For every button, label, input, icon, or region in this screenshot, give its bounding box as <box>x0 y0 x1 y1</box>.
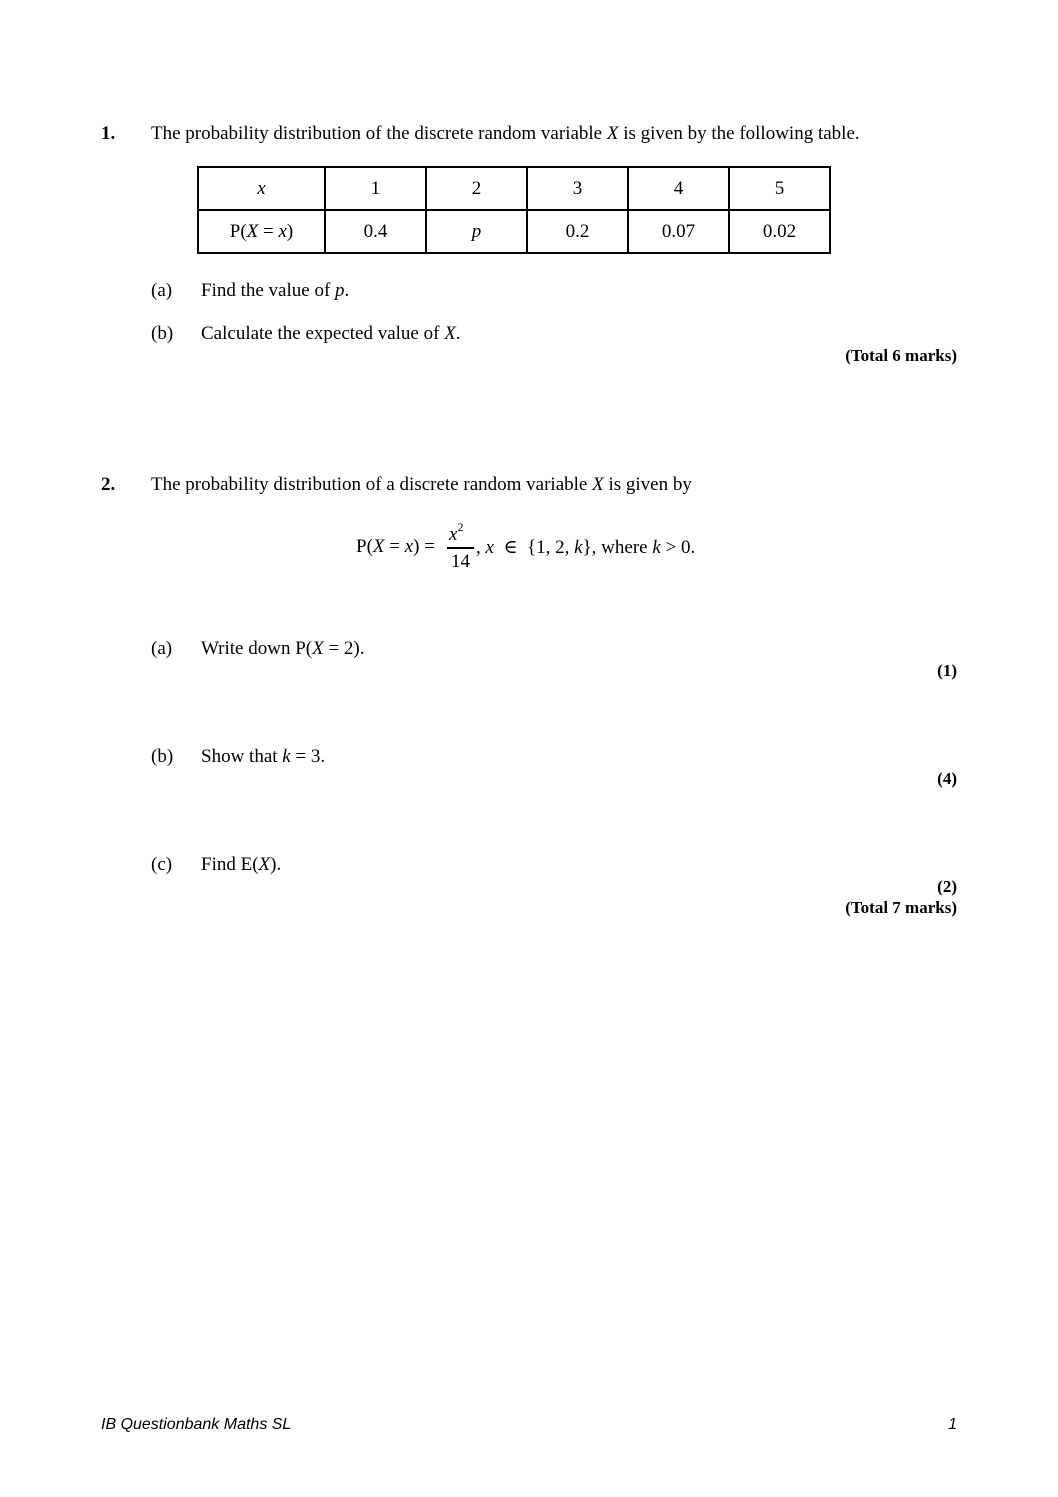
question-1a-variable: p <box>335 280 345 301</box>
question-1-total-marks: (Total 6 marks) <box>845 346 957 365</box>
question-1-intro <box>151 123 860 145</box>
formula-numerator-exponent: 2 <box>457 520 464 534</box>
prob-label-var-x: x <box>278 220 287 242</box>
question-1b-prompt: Calculate the expected value of <box>201 323 445 344</box>
table-cell: 0.4 <box>325 210 426 253</box>
prob-label-p: P( <box>229 220 247 242</box>
question-1-intro-text: The probability distribution of the discrete random variable <box>151 123 607 144</box>
question-1-intro-text-end: is given by the following table. <box>618 123 860 144</box>
formula-numerator-var: x <box>449 524 458 545</box>
formula-numerator <box>449 520 464 546</box>
question-2b-label: (b) <box>151 746 174 767</box>
prob-label-close: ) <box>286 220 294 242</box>
question-2a-label: (a) <box>151 638 173 659</box>
prob-label-equals: = <box>258 220 279 242</box>
question-2b-prompt: Show that <box>201 746 283 767</box>
fraction-bar <box>447 547 474 549</box>
question-1a-period: . <box>344 280 350 301</box>
question-2a-variable: X <box>312 638 324 659</box>
question-2b-text <box>201 746 325 768</box>
question-1-number: 1. <box>101 123 116 144</box>
formula-lhs-p: P( <box>356 536 373 557</box>
formula-var-x: x <box>485 537 494 558</box>
question-2b-end: = 3. <box>290 746 326 767</box>
table-cell: 2 <box>426 167 527 210</box>
question-2c-text <box>201 854 281 876</box>
question-1a-prompt: Find the value of <box>201 280 336 301</box>
formula-set-end: }, where <box>582 537 653 558</box>
formula-comma: , <box>476 537 486 558</box>
table-cell: 4 <box>628 167 729 210</box>
question-2-intro <box>151 474 692 496</box>
formula-lhs-var-x: x <box>404 536 414 557</box>
question-1b-variable: X <box>444 323 456 344</box>
question-2-number: 2. <box>101 474 116 495</box>
question-2a-marks: (1) <box>937 661 957 680</box>
table-cell: 0.07 <box>628 210 729 253</box>
question-2c-marks: (2) <box>937 877 957 896</box>
formula-var-k: k <box>574 537 583 558</box>
question-1a-text <box>201 280 349 302</box>
formula-var-k-condition: k <box>652 537 661 558</box>
formula-lhs-close: ) = <box>413 536 435 557</box>
question-2-intro-text-end: is given by <box>603 474 692 495</box>
table-row <box>198 210 830 253</box>
question-2c-end: ). <box>270 854 282 875</box>
probability-distribution-table <box>197 166 831 254</box>
question-2c-prompt: Find E( <box>201 854 259 875</box>
question-2a-text <box>201 638 365 660</box>
question-2c-label: (c) <box>151 854 173 875</box>
table-row <box>198 167 830 210</box>
formula-lhs <box>356 536 435 558</box>
formula-rhs <box>476 536 695 559</box>
question-2a-end: = 2). <box>323 638 365 659</box>
formula-lhs-var-X: X <box>372 536 385 557</box>
question-2-intro-text: The probability distribution of a discrete random variable <box>151 474 593 495</box>
question-1b-text <box>201 323 461 345</box>
table-cell: 3 <box>527 167 628 210</box>
table-header-probability <box>198 210 325 253</box>
question-1-intro-variable: X <box>606 123 619 144</box>
table-cell: p <box>426 210 527 253</box>
question-2b-marks: (4) <box>937 769 957 788</box>
question-1b-period: . <box>455 323 461 344</box>
table-header-x: x <box>198 167 325 210</box>
formula-condition: > 0. <box>660 537 696 558</box>
table-cell: 1 <box>325 167 426 210</box>
prob-label-var-X: X <box>246 220 259 242</box>
footer-page-number: 1 <box>948 1416 957 1433</box>
question-2-intro-variable: X <box>592 474 604 495</box>
table-cell: 0.2 <box>527 210 628 253</box>
question-2b-variable: k <box>282 746 291 767</box>
formula-set-start: ∈ {1, 2, <box>493 537 575 558</box>
table-cell: 5 <box>729 167 830 210</box>
table-cell: 0.02 <box>729 210 830 253</box>
formula-denominator: 14 <box>451 551 470 572</box>
formula-lhs-equals: = <box>384 536 405 557</box>
question-2a-prompt: Write down P( <box>201 638 313 659</box>
footer-source: IB Questionbank Maths SL <box>101 1416 292 1433</box>
question-1b-label: (b) <box>151 323 174 344</box>
question-1a-label: (a) <box>151 280 173 301</box>
question-2-total-marks: (Total 7 marks) <box>845 898 957 917</box>
question-2c-variable: X <box>258 854 271 875</box>
